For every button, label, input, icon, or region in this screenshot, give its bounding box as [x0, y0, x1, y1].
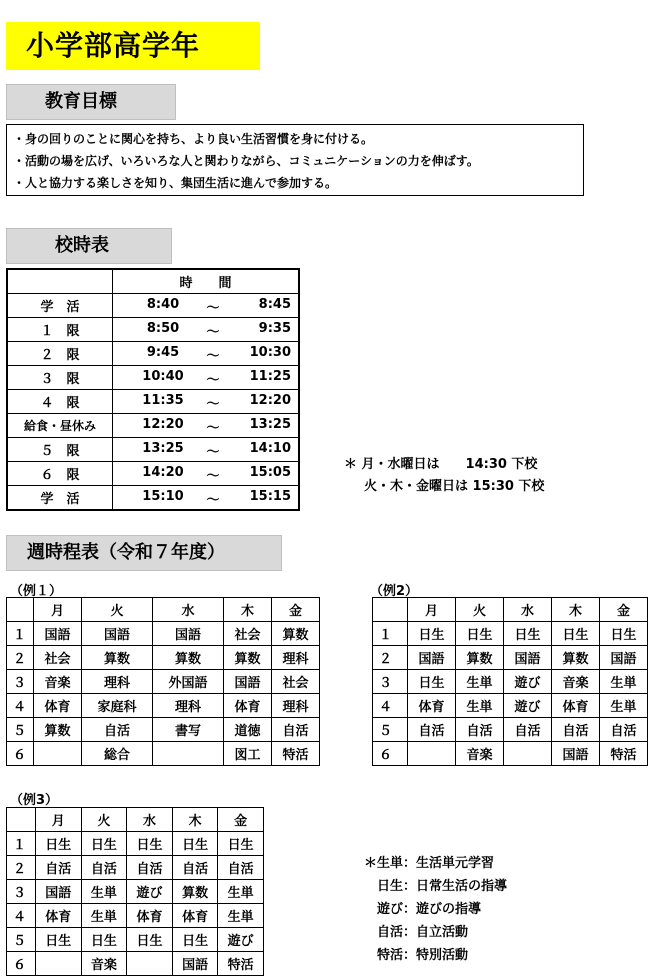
- subject-cell: 音楽: [34, 670, 82, 694]
- start-time: 8:40: [146, 297, 180, 312]
- subject-cell: 生単: [81, 904, 127, 928]
- start-time: 8:50: [146, 321, 180, 336]
- table-row: [373, 646, 648, 670]
- subject-cell: 体育: [34, 694, 82, 718]
- period-label: 学 活: [7, 486, 113, 511]
- period-time: [113, 318, 300, 342]
- subject-cell: 自活: [504, 718, 552, 742]
- subject-cell: 総合: [81, 742, 152, 766]
- start-time: 15:10: [142, 489, 184, 504]
- table-header-row: [7, 808, 264, 832]
- time-separator: 〜: [206, 325, 220, 340]
- day-header: 木: [552, 598, 600, 622]
- start-time: 9:45: [146, 345, 180, 360]
- start-time: 11:35: [142, 393, 184, 408]
- period-number: ４: [373, 694, 408, 718]
- period-label: ６ 限: [7, 462, 113, 486]
- subject-cell: 国語: [36, 880, 82, 904]
- corner-cell: [7, 598, 34, 622]
- day-header: 火: [81, 598, 152, 622]
- subject-cell: 体育: [224, 694, 272, 718]
- day-header: 月: [36, 808, 82, 832]
- table-row: [7, 718, 320, 742]
- subject-cell: 体育: [172, 904, 218, 928]
- table-row: [373, 718, 648, 742]
- subject-cell: 音楽: [456, 742, 504, 766]
- period-timetable: [6, 268, 300, 511]
- table-row: [7, 366, 299, 390]
- period-time: [113, 366, 300, 390]
- table-row: [7, 904, 264, 928]
- table-row: [7, 622, 320, 646]
- day-header: 木: [172, 808, 218, 832]
- time-separator: 〜: [206, 493, 220, 508]
- subject-cell: 国語: [172, 952, 218, 976]
- day-header: 月: [34, 598, 82, 622]
- period-label: ３ 限: [7, 366, 113, 390]
- day-header: 木: [224, 598, 272, 622]
- table-row: [7, 294, 299, 318]
- table-row: [7, 880, 264, 904]
- subject-cell: 自活: [456, 718, 504, 742]
- table-row: [7, 318, 299, 342]
- table-row: [7, 670, 320, 694]
- subject-cell: 日生: [36, 832, 82, 856]
- subject-cell: 国語: [34, 622, 82, 646]
- subject-cell: 音楽: [81, 952, 127, 976]
- subject-cell: 日生: [81, 928, 127, 952]
- subject-cell: 生単: [600, 694, 648, 718]
- goal-item: ・活動の場を広げ、いろいろな人と関わりながら、コミュニケーションの力を伸ばす。: [13, 154, 479, 168]
- time-separator: 〜: [206, 421, 220, 436]
- period-number: ３: [7, 670, 34, 694]
- period-time: [113, 486, 300, 511]
- table-header-row: [7, 598, 320, 622]
- end-time: 14:10: [249, 441, 291, 456]
- subject-cell: 体育: [552, 694, 600, 718]
- subject-cell: 特活: [600, 742, 648, 766]
- table-row: [373, 670, 648, 694]
- start-time: 12:20: [142, 417, 184, 432]
- subject-cell: 理科: [81, 670, 152, 694]
- table-row: [7, 646, 320, 670]
- subject-cell: 生単: [456, 694, 504, 718]
- period-number: ４: [7, 904, 36, 928]
- table-row: [7, 742, 320, 766]
- subject-cell: 日生: [504, 622, 552, 646]
- subject-cell: [153, 742, 224, 766]
- weekly-heading: 週時程表（令和７年度）: [6, 535, 282, 571]
- subject-cell: 国語: [81, 622, 152, 646]
- table-row: [7, 856, 264, 880]
- subject-cell: 社会: [224, 622, 272, 646]
- table-row: [7, 390, 299, 414]
- subject-cell: 算数: [172, 880, 218, 904]
- abbreviation-legend: [364, 852, 507, 967]
- day-header: 水: [504, 598, 552, 622]
- period-number: ６: [7, 952, 36, 976]
- legend-item: ＊生単：生活単元学習: [364, 856, 495, 871]
- subject-cell: 体育: [408, 694, 456, 718]
- subject-cell: 生単: [218, 904, 264, 928]
- day-header: 金: [218, 808, 264, 832]
- table-header-row: [373, 598, 648, 622]
- example3-label: （例3）: [10, 793, 59, 808]
- subject-cell: 音楽: [552, 670, 600, 694]
- subject-cell: 理科: [272, 694, 320, 718]
- subject-cell: 算数: [552, 646, 600, 670]
- table-header-row: [7, 269, 299, 294]
- subject-cell: 国語: [552, 742, 600, 766]
- subject-cell: 算数: [34, 718, 82, 742]
- period-time: [113, 414, 300, 438]
- example1-label: （例１）: [10, 584, 63, 599]
- subject-cell: 自活: [36, 856, 82, 880]
- subject-cell: [408, 742, 456, 766]
- subject-cell: 日生: [81, 832, 127, 856]
- table-row: [7, 342, 299, 366]
- day-header: 火: [81, 808, 127, 832]
- subject-cell: 生単: [600, 670, 648, 694]
- end-time: 13:25: [249, 417, 291, 432]
- period-number: ５: [373, 718, 408, 742]
- subject-cell: 日生: [172, 832, 218, 856]
- subject-cell: 道徳: [224, 718, 272, 742]
- subject-cell: 自活: [272, 718, 320, 742]
- period-number: ６: [373, 742, 408, 766]
- period-number: ３: [7, 880, 36, 904]
- period-time: [113, 390, 300, 414]
- subject-cell: 日生: [552, 622, 600, 646]
- goal-item: ・身の回りのことに関心を持ち、より良い生活習慣を身に付ける。: [13, 132, 374, 146]
- end-time: 12:20: [249, 393, 291, 408]
- legend-item: 日生：日常生活の指導: [377, 879, 508, 894]
- subject-cell: 算数: [224, 646, 272, 670]
- subject-cell: 遊び: [504, 694, 552, 718]
- subject-cell: 自活: [127, 856, 173, 880]
- timetable-heading: 校時表: [6, 228, 172, 264]
- subject-cell: 生単: [456, 670, 504, 694]
- start-time: 13:25: [142, 441, 184, 456]
- subject-cell: 日生: [172, 928, 218, 952]
- subject-cell: 書写: [153, 718, 224, 742]
- subject-cell: 遊び: [218, 928, 264, 952]
- time-separator: 〜: [206, 349, 220, 364]
- end-time: 11:25: [249, 369, 291, 384]
- subject-cell: 外国語: [153, 670, 224, 694]
- subject-cell: 遊び: [504, 670, 552, 694]
- subject-cell: [504, 742, 552, 766]
- legend-item: 自活：自立活動: [377, 925, 469, 940]
- period-number: ６: [7, 742, 34, 766]
- subject-cell: [36, 952, 82, 976]
- table-row: [7, 462, 299, 486]
- day-header: 金: [600, 598, 648, 622]
- time-separator: 〜: [206, 301, 220, 316]
- table-row: [7, 832, 264, 856]
- subject-cell: 日生: [408, 622, 456, 646]
- period-number: １: [7, 622, 34, 646]
- legend-item: 特活：特別活動: [377, 948, 469, 963]
- subject-cell: 自活: [552, 718, 600, 742]
- period-label: ４ 限: [7, 390, 113, 414]
- example2-label: （例2）: [370, 584, 419, 599]
- subject-cell: 家庭科: [81, 694, 152, 718]
- subject-cell: 算数: [81, 646, 152, 670]
- subject-cell: 国語: [504, 646, 552, 670]
- subject-cell: 自活: [218, 856, 264, 880]
- day-header: 水: [127, 808, 173, 832]
- subject-cell: 日生: [127, 928, 173, 952]
- goal-item: ・人と協力する楽しさを知り、集団生活に進んで参加する。: [13, 176, 338, 190]
- period-number: ２: [373, 646, 408, 670]
- dismissal-note: [344, 454, 544, 498]
- table-row: [373, 694, 648, 718]
- period-label: ２ 限: [7, 342, 113, 366]
- subject-cell: 自活: [81, 856, 127, 880]
- subject-cell: 理科: [272, 646, 320, 670]
- end-time: 9:35: [258, 321, 291, 336]
- subject-cell: 日生: [218, 832, 264, 856]
- subject-cell: 図工: [224, 742, 272, 766]
- period-time: [113, 462, 300, 486]
- period-number: ２: [7, 646, 34, 670]
- legend-item: 遊び：遊びの指導: [377, 902, 482, 917]
- subject-cell: 自活: [600, 718, 648, 742]
- dismissal-note-line1: ＊ 月・水曜日は 14:30 下校: [344, 457, 538, 472]
- weekly-table-example3: [6, 807, 264, 976]
- weekly-table-example1: [6, 597, 320, 766]
- corner-cell: [7, 808, 36, 832]
- subject-cell: 社会: [34, 646, 82, 670]
- subject-cell: 自活: [408, 718, 456, 742]
- subject-cell: 算数: [272, 622, 320, 646]
- period-time: [113, 438, 300, 462]
- end-time: 15:05: [249, 465, 291, 480]
- period-time: [113, 342, 300, 366]
- subject-cell: 算数: [153, 646, 224, 670]
- table-row: [7, 952, 264, 976]
- period-number: １: [7, 832, 36, 856]
- subject-cell: 生単: [81, 880, 127, 904]
- end-time: 8:45: [258, 297, 291, 312]
- start-time: 10:40: [142, 369, 184, 384]
- dismissal-note-line2: 火・木・金曜日は 15:30 下校: [364, 479, 545, 494]
- subject-cell: 日生: [600, 622, 648, 646]
- subject-cell: 体育: [36, 904, 82, 928]
- time-separator: 〜: [206, 469, 220, 484]
- period-number: ２: [7, 856, 36, 880]
- time-header: 時 間: [113, 269, 300, 294]
- subject-cell: 算数: [456, 646, 504, 670]
- period-label: 学 活: [7, 294, 113, 318]
- period-label: ５ 限: [7, 438, 113, 462]
- table-header-cell: [7, 269, 113, 294]
- time-separator: 〜: [206, 397, 220, 412]
- period-number: ３: [373, 670, 408, 694]
- subject-cell: 国語: [224, 670, 272, 694]
- subject-cell: 社会: [272, 670, 320, 694]
- day-header: 月: [408, 598, 456, 622]
- period-number: ５: [7, 928, 36, 952]
- table-row: [7, 928, 264, 952]
- end-time: 10:30: [249, 345, 291, 360]
- start-time: 14:20: [142, 465, 184, 480]
- period-number: １: [373, 622, 408, 646]
- day-header: 水: [153, 598, 224, 622]
- subject-cell: 国語: [408, 646, 456, 670]
- period-time: [113, 294, 300, 318]
- day-header: 火: [456, 598, 504, 622]
- subject-cell: 遊び: [127, 880, 173, 904]
- weekly-table-example2: [372, 597, 648, 766]
- page-title: 小学部高学年: [6, 22, 260, 70]
- table-row: [7, 486, 299, 511]
- table-row: [7, 694, 320, 718]
- subject-cell: 国語: [600, 646, 648, 670]
- subject-cell: [127, 952, 173, 976]
- subject-cell: [34, 742, 82, 766]
- table-row: [373, 622, 648, 646]
- goals-box: [6, 124, 584, 196]
- subject-cell: 日生: [456, 622, 504, 646]
- period-label: １ 限: [7, 318, 113, 342]
- subject-cell: 特活: [218, 952, 264, 976]
- subject-cell: 理科: [153, 694, 224, 718]
- table-row: [7, 414, 299, 438]
- subject-cell: 生単: [218, 880, 264, 904]
- table-row: [373, 742, 648, 766]
- subject-cell: 日生: [36, 928, 82, 952]
- period-number: ５: [7, 718, 34, 742]
- day-header: 金: [272, 598, 320, 622]
- subject-cell: 日生: [127, 832, 173, 856]
- period-label: 給食・昼休み: [7, 414, 113, 438]
- subject-cell: 自活: [81, 718, 152, 742]
- time-separator: 〜: [206, 445, 220, 460]
- goals-heading: 教育目標: [6, 84, 176, 120]
- subject-cell: 特活: [272, 742, 320, 766]
- time-separator: 〜: [206, 373, 220, 388]
- subject-cell: 国語: [153, 622, 224, 646]
- end-time: 15:15: [249, 489, 291, 504]
- table-row: [7, 438, 299, 462]
- period-number: ４: [7, 694, 34, 718]
- subject-cell: 日生: [408, 670, 456, 694]
- subject-cell: 自活: [172, 856, 218, 880]
- subject-cell: 体育: [127, 904, 173, 928]
- corner-cell: [373, 598, 408, 622]
